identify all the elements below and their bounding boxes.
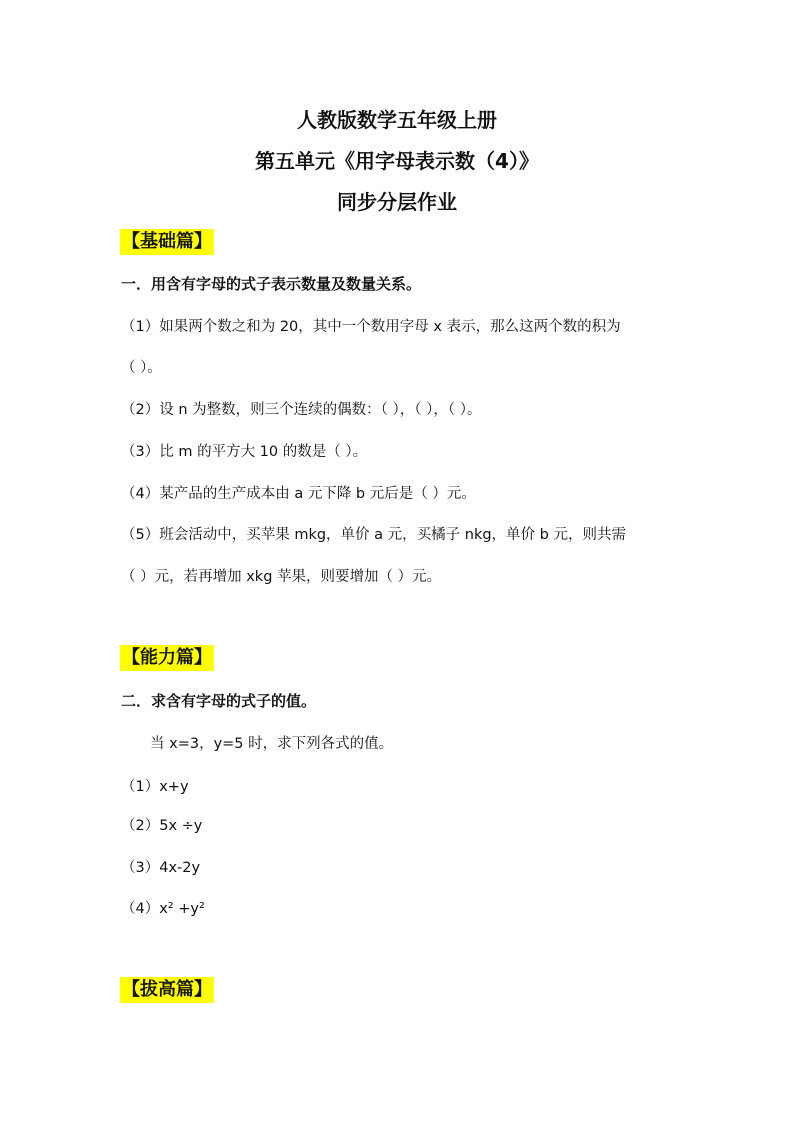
expression-4: （4）x² +y² [121, 901, 205, 917]
doc-title: 人教版数学五年级上册 [297, 108, 497, 132]
section-tag-advanced: 【拔高篇】 [120, 977, 214, 1003]
section-tag-ability: 【能力篇】 [120, 645, 214, 671]
question-5-line-2: （ ）元，若再增加 xkg 苹果，则要增加（ ）元。 [121, 569, 442, 585]
section-heading-1: 一．用含有字母的式子表示数量及数量关系。 [121, 275, 422, 293]
question-5-line-1: （5）班会活动中，买苹果 mkg，单价 a 元，买橘子 nkg，单价 b 元，则共需 [121, 527, 626, 543]
section-heading-2: 二．求含有字母的式子的值。 [121, 692, 317, 710]
question-2: （2）设 n 为整数，则三个连续的偶数：（ ），（ ），（ ）。 [121, 402, 482, 418]
question-1-line-2: （ ）。 [121, 360, 162, 376]
unit-title: 第五单元《用字母表示数（4）》 [255, 149, 539, 173]
section-tag-basic: 【基础篇】 [120, 229, 214, 255]
question-4: （4）某产品的生产成本由 a 元下降 b 元后是（ ）元。 [121, 486, 476, 502]
expression-3: （3）4x-2y [121, 860, 201, 876]
question-3: （3）比 m 的平方大 10 的数是（ ）。 [121, 444, 368, 460]
question-1-line-1: （1）如果两个数之和为 20，其中一个数用字母 x 表示，那么这两个数的积为 [121, 319, 621, 335]
homework-title: 同步分层作业 [337, 190, 457, 214]
expression-2: （2）5x ÷y [121, 818, 203, 834]
expression-1: （1）x+y [121, 779, 189, 795]
condition-text: 当 x=3，y=5 时，求下列各式的值。 [150, 736, 394, 752]
